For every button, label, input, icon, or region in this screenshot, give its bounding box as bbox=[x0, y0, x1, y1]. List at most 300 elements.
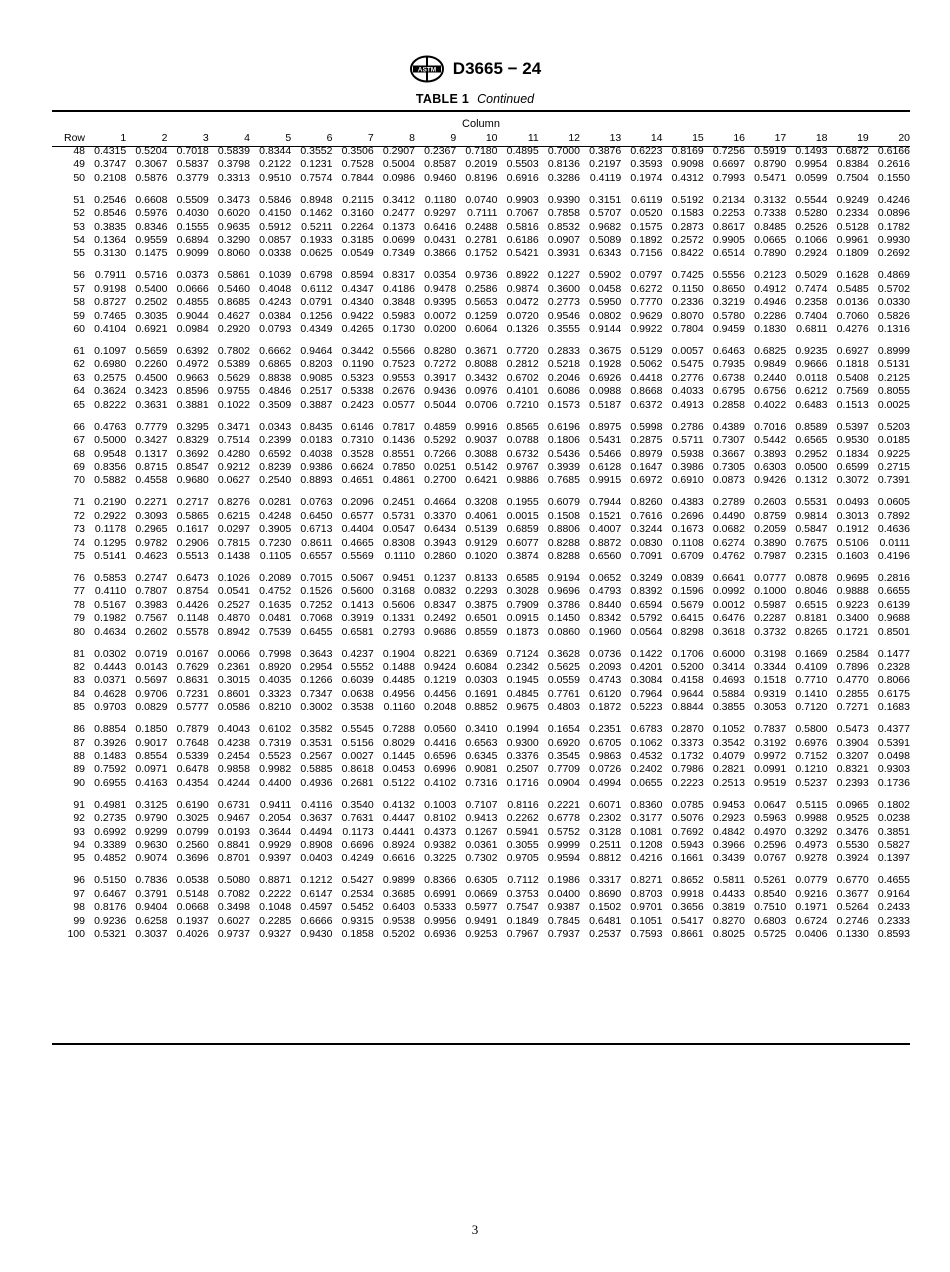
table-cell: 0.1445 bbox=[382, 750, 415, 762]
table-cell: 0.7850 bbox=[382, 460, 415, 473]
table-cell: 0.9411 bbox=[259, 798, 292, 811]
table-cell: 0.6039 bbox=[341, 674, 374, 687]
table-cell: 0.5223 bbox=[630, 701, 663, 714]
table-cell: 0.3427 bbox=[135, 434, 168, 447]
table-cell: 0.3531 bbox=[300, 736, 333, 749]
table-cell: 0.4762 bbox=[712, 549, 745, 562]
row-number: 51 bbox=[73, 193, 85, 206]
table-cell: 0.4627 bbox=[217, 309, 250, 322]
table-cell: 0.0586 bbox=[217, 701, 250, 714]
table-cell: 0.2681 bbox=[341, 776, 374, 789]
table-cell: 0.0025 bbox=[877, 398, 910, 411]
table-cell: 0.5653 bbox=[465, 296, 498, 309]
table-cell: 0.2954 bbox=[300, 660, 333, 673]
table-cell: 0.1849 bbox=[506, 914, 539, 927]
table-cell: 0.0647 bbox=[754, 798, 787, 811]
table-cell: 0.1573 bbox=[547, 398, 580, 411]
table-cell: 0.8239 bbox=[259, 460, 292, 473]
table-cell: 0.3370 bbox=[424, 509, 457, 522]
table-cell: 0.5606 bbox=[382, 598, 415, 611]
table-row bbox=[52, 372, 910, 385]
table-cell: 0.1818 bbox=[836, 358, 869, 371]
table-cell: 0.1982 bbox=[94, 612, 127, 625]
table-cell: 0.3890 bbox=[754, 536, 787, 549]
table-cell: 0.9915 bbox=[589, 474, 622, 487]
table-cell: 0.3509 bbox=[259, 398, 292, 411]
table-label: TABLE 1 bbox=[415, 92, 470, 106]
table-cell: 0.3656 bbox=[671, 901, 704, 914]
table-row bbox=[52, 839, 910, 852]
table-cell: 0.0238 bbox=[877, 812, 910, 825]
table-cell: 0.1438 bbox=[217, 549, 250, 562]
table-cell: 0.3035 bbox=[135, 309, 168, 322]
table-cell: 0.5431 bbox=[589, 434, 622, 447]
table-cell: 0.6272 bbox=[630, 282, 663, 295]
column-header: 2 bbox=[161, 132, 168, 144]
table-cell: 0.9916 bbox=[465, 420, 498, 433]
row-number: 97 bbox=[73, 887, 85, 900]
table-cell: 0.2108 bbox=[94, 171, 127, 184]
table-cell: 0.5865 bbox=[176, 509, 209, 522]
table-cell: 0.9666 bbox=[795, 358, 828, 371]
table-cell: 0.9663 bbox=[176, 371, 209, 384]
table-cell: 0.8690 bbox=[589, 887, 622, 900]
table-cell: 0.2746 bbox=[836, 914, 869, 927]
table-cell: 0.9905 bbox=[712, 234, 745, 247]
row-number: 100 bbox=[67, 928, 85, 941]
table-cell: 0.0560 bbox=[424, 723, 457, 736]
table-cell: 0.1493 bbox=[795, 145, 828, 157]
table-cell: 0.3671 bbox=[465, 345, 498, 358]
table-cell: 0.5427 bbox=[341, 874, 374, 887]
table-cell: 0.5523 bbox=[259, 750, 292, 762]
table-cell: 0.4022 bbox=[754, 398, 787, 411]
table-cell: 0.5941 bbox=[506, 825, 539, 838]
table-cell: 0.1661 bbox=[671, 852, 704, 865]
table-cell: 0.3028 bbox=[506, 585, 539, 598]
table-cell: 0.0564 bbox=[630, 625, 663, 638]
row-number: 55 bbox=[73, 247, 85, 260]
table-cell: 0.5471 bbox=[754, 171, 787, 184]
table-cell: 0.6416 bbox=[424, 220, 457, 233]
table-cell: 0.5882 bbox=[94, 474, 127, 487]
table-cell: 0.8701 bbox=[217, 852, 250, 865]
column-header: 8 bbox=[409, 132, 415, 144]
table-cell: 0.9686 bbox=[424, 625, 457, 638]
table-cell: 0.7685 bbox=[547, 474, 580, 487]
table-cell: 0.6434 bbox=[424, 523, 457, 536]
table-cell: 0.2567 bbox=[300, 750, 333, 762]
table-cell: 0.0481 bbox=[259, 612, 292, 625]
table-cell: 0.1066 bbox=[795, 234, 828, 247]
table-cell: 0.7316 bbox=[465, 776, 498, 789]
row-number: 69 bbox=[73, 460, 85, 473]
table-cell: 0.1000 bbox=[754, 585, 787, 598]
table-cell: 0.1971 bbox=[795, 901, 828, 914]
table-cell: 0.7307 bbox=[712, 434, 745, 447]
table-cell: 0.3168 bbox=[382, 585, 415, 598]
table-cell: 0.9390 bbox=[547, 193, 580, 206]
table-cell: 0.9453 bbox=[712, 798, 745, 811]
table-cell: 0.7909 bbox=[506, 598, 539, 611]
table-cell: 0.4109 bbox=[795, 660, 828, 673]
table-cell: 0.8999 bbox=[877, 345, 910, 358]
table-cell: 0.4447 bbox=[382, 812, 415, 825]
table-cell: 0.2793 bbox=[382, 625, 415, 638]
table-cell: 0.0986 bbox=[382, 171, 415, 184]
table-row bbox=[52, 599, 910, 612]
table-cell: 0.0547 bbox=[382, 523, 415, 536]
table-cell: 0.5089 bbox=[589, 234, 622, 247]
table-cell: 0.7528 bbox=[341, 158, 374, 171]
table-cell: 0.5912 bbox=[259, 220, 292, 233]
table-cell: 0.2747 bbox=[135, 571, 168, 584]
table-cell: 0.1736 bbox=[877, 776, 910, 789]
table-cell: 0.1596 bbox=[671, 585, 704, 598]
table-cell: 0.7180 bbox=[465, 145, 498, 157]
table-cell: 0.9688 bbox=[877, 612, 910, 625]
table-cell: 0.0027 bbox=[341, 750, 374, 762]
table-cell: 0.8652 bbox=[671, 874, 704, 887]
table-cell: 0.3317 bbox=[589, 874, 622, 887]
table-cell: 0.0878 bbox=[795, 571, 828, 584]
table-row bbox=[52, 901, 910, 914]
table-cell: 0.1945 bbox=[506, 674, 539, 687]
table-cell: 0.5292 bbox=[424, 434, 457, 447]
table-cell: 0.2560 bbox=[176, 839, 209, 852]
table-cell: 0.1706 bbox=[671, 647, 704, 660]
column-header: 20 bbox=[898, 132, 910, 144]
table-cell: 0.5067 bbox=[341, 571, 374, 584]
table-cell: 0.0829 bbox=[135, 701, 168, 714]
table-cell: 0.6996 bbox=[424, 763, 457, 776]
table-cell: 0.9249 bbox=[836, 193, 869, 206]
table-cell: 0.9424 bbox=[424, 660, 457, 673]
table-cell: 0.8547 bbox=[176, 460, 209, 473]
table-cell: 0.8136 bbox=[547, 158, 580, 171]
table-cell: 0.3292 bbox=[795, 825, 828, 838]
table-cell: 0.8116 bbox=[507, 798, 539, 811]
table-cell: 0.9929 bbox=[259, 839, 292, 852]
table-cell: 0.8596 bbox=[176, 385, 209, 398]
table-cell: 0.0354 bbox=[424, 269, 457, 282]
table-cell: 0.3835 bbox=[94, 220, 127, 233]
table-cell: 0.4416 bbox=[424, 736, 457, 749]
table-cell: 0.6585 bbox=[506, 571, 539, 584]
table-cell: 0.4249 bbox=[341, 852, 374, 865]
table-cell: 0.3917 bbox=[424, 371, 457, 384]
table-cell: 0.7692 bbox=[671, 825, 704, 838]
table-cell: 0.5902 bbox=[589, 269, 622, 282]
table-cell: 0.3747 bbox=[94, 158, 127, 171]
table-cell: 0.9404 bbox=[135, 901, 168, 914]
table-cell: 0.6927 bbox=[836, 345, 869, 358]
table-cell: 0.8196 bbox=[465, 171, 498, 184]
table-cell: 0.6709 bbox=[671, 549, 704, 562]
table-cell: 0.2584 bbox=[836, 647, 869, 660]
table-cell: 0.0559 bbox=[547, 674, 580, 687]
table-cell: 0.6000 bbox=[712, 647, 745, 660]
table-cell: 0.6616 bbox=[382, 852, 415, 865]
table-cell: 0.5203 bbox=[877, 420, 910, 433]
table-cell: 0.0371 bbox=[94, 674, 127, 687]
table-cell: 0.2123 bbox=[754, 269, 787, 282]
table-cell: 0.1628 bbox=[836, 269, 869, 282]
table-cell: 0.5106 bbox=[836, 536, 869, 549]
table-cell: 0.3244 bbox=[630, 523, 663, 536]
table-cell: 0.9630 bbox=[135, 839, 168, 852]
table-cell: 0.6599 bbox=[836, 460, 869, 473]
table-cell: 0.3791 bbox=[135, 887, 168, 900]
table-cell: 0.0719 bbox=[135, 647, 168, 660]
table-cell: 0.7890 bbox=[754, 247, 787, 260]
table-cell: 0.3905 bbox=[259, 523, 292, 536]
table-cell: 0.5884 bbox=[712, 687, 745, 700]
column-header: 11 bbox=[527, 132, 539, 144]
table-cell: 0.2692 bbox=[877, 247, 910, 260]
table-cell: 0.9530 bbox=[836, 434, 869, 447]
table-cell: 0.0361 bbox=[465, 839, 498, 852]
table-cell: 0.3002 bbox=[300, 701, 333, 714]
table-cell: 0.2906 bbox=[176, 536, 209, 549]
table-cell: 0.6139 bbox=[877, 598, 910, 611]
table-cell: 0.5513 bbox=[176, 549, 209, 562]
table-cell: 0.5485 bbox=[836, 282, 869, 295]
table-cell: 0.6825 bbox=[754, 345, 787, 358]
table-cell: 0.4340 bbox=[341, 296, 374, 309]
table-cell: 0.1673 bbox=[671, 523, 704, 536]
table-cell: 0.9525 bbox=[836, 812, 869, 825]
table-cell: 0.6662 bbox=[259, 345, 292, 358]
row-number: 54 bbox=[73, 234, 85, 247]
table-cell: 0.5204 bbox=[135, 145, 168, 157]
table-cell: 0.8317 bbox=[382, 269, 415, 282]
table-cell: 0.6450 bbox=[300, 509, 333, 522]
table-cell: 0.8260 bbox=[630, 496, 663, 509]
table-cell: 0.2517 bbox=[300, 385, 333, 398]
table-cell: 0.3128 bbox=[589, 825, 622, 838]
table-body bbox=[52, 145, 910, 941]
table-cell: 0.0652 bbox=[589, 571, 622, 584]
table-cell: 0.0655 bbox=[630, 776, 663, 789]
table-cell: 0.6641 bbox=[712, 571, 745, 584]
table-cell: 0.4972 bbox=[176, 358, 209, 371]
column-header: 7 bbox=[367, 132, 374, 144]
table-cell: 0.0143 bbox=[135, 660, 168, 673]
table-cell: 0.6865 bbox=[259, 358, 292, 371]
table-cell: 0.6421 bbox=[465, 474, 498, 487]
column-header: 6 bbox=[326, 132, 333, 144]
table-row bbox=[52, 448, 910, 461]
table-cell: 0.4383 bbox=[671, 496, 704, 509]
table-cell: 0.7068 bbox=[300, 612, 333, 625]
table-cell: 0.0338 bbox=[259, 247, 292, 260]
table-cell: 0.5556 bbox=[712, 269, 745, 282]
table-cell: 0.2526 bbox=[795, 220, 828, 233]
table-cell: 0.3732 bbox=[754, 625, 787, 638]
table-cell: 0.1410 bbox=[795, 687, 828, 700]
table-cell: 0.5338 bbox=[341, 385, 374, 398]
table-cell: 0.6624 bbox=[341, 460, 374, 473]
table-cell: 0.7935 bbox=[712, 358, 745, 371]
table-cell: 0.4035 bbox=[259, 674, 292, 687]
table-cell: 0.6515 bbox=[795, 598, 828, 611]
table-cell: 0.9538 bbox=[382, 914, 415, 927]
table-cell: 0.1802 bbox=[877, 798, 910, 811]
table-cell: 0.2696 bbox=[671, 509, 704, 522]
table-cell: 0.6991 bbox=[424, 887, 457, 900]
table-cell: 0.2190 bbox=[94, 496, 127, 509]
table-cell: 0.6872 bbox=[836, 145, 869, 157]
table-cell: 0.2575 bbox=[94, 371, 127, 384]
table-cell: 0.5544 bbox=[795, 193, 828, 206]
table-cell: 0.9460 bbox=[424, 171, 457, 184]
table-cell: 0.3904 bbox=[836, 736, 869, 749]
table-cell: 0.1039 bbox=[259, 269, 292, 282]
table-cell: 0.8265 bbox=[795, 625, 828, 638]
row-number: 84 bbox=[73, 687, 85, 700]
table-cell: 0.2089 bbox=[259, 571, 292, 584]
table-cell: 0.1259 bbox=[465, 309, 498, 322]
table-cell: 0.8920 bbox=[259, 660, 292, 673]
table-cell: 0.9099 bbox=[176, 247, 209, 260]
table-cell: 0.8611 bbox=[301, 536, 333, 549]
table-cell: 0.5659 bbox=[135, 345, 168, 358]
table-cell: 0.1331 bbox=[382, 612, 415, 625]
table-cell: 0.5600 bbox=[341, 585, 374, 598]
table-row bbox=[52, 648, 910, 661]
table-cell: 0.3637 bbox=[300, 812, 333, 825]
table-cell: 0.7547 bbox=[506, 901, 539, 914]
table-cell: 0.7845 bbox=[547, 914, 580, 927]
table-cell: 0.2423 bbox=[341, 398, 374, 411]
table-row bbox=[52, 296, 910, 309]
table-cell: 0.8685 bbox=[217, 296, 250, 309]
row-number: 58 bbox=[73, 296, 85, 309]
table-cell: 0.0012 bbox=[712, 598, 745, 611]
table-cell: 0.8356 bbox=[94, 460, 127, 473]
table-cell: 0.4956 bbox=[382, 687, 415, 700]
table-cell: 0.0549 bbox=[341, 247, 374, 260]
table-cell: 0.5436 bbox=[547, 447, 580, 460]
table-cell: 0.4845 bbox=[506, 687, 539, 700]
row-number: 65 bbox=[73, 398, 85, 411]
row-number: 57 bbox=[73, 282, 85, 295]
table-cell: 0.2786 bbox=[671, 420, 704, 433]
table-cell: 0.2873 bbox=[671, 220, 704, 233]
table-cell: 0.0763 bbox=[300, 496, 333, 509]
table-cell: 0.1508 bbox=[547, 509, 580, 522]
table-cell: 0.7569 bbox=[836, 385, 869, 398]
group-spacer bbox=[52, 790, 910, 799]
table-cell: 0.7911 bbox=[94, 269, 127, 282]
table-cell: 0.9972 bbox=[754, 750, 787, 762]
table-cell: 0.1960 bbox=[589, 625, 622, 638]
table-cell: 0.1994 bbox=[506, 723, 539, 736]
table-cell: 0.5752 bbox=[547, 825, 580, 838]
table-cell: 0.2676 bbox=[382, 385, 415, 398]
table-cell: 0.0458 bbox=[589, 282, 622, 295]
column-header: 5 bbox=[285, 132, 292, 144]
table-cell: 0.3423 bbox=[135, 385, 168, 398]
table-cell: 0.9849 bbox=[754, 358, 787, 371]
table-cell: 0.9999 bbox=[547, 839, 580, 852]
table-cell: 0.6756 bbox=[754, 385, 787, 398]
table-cell: 0.6798 bbox=[300, 269, 333, 282]
table-cell: 0.1397 bbox=[877, 852, 910, 865]
table-cell: 0.6196 bbox=[547, 420, 580, 433]
table-cell: 0.2922 bbox=[94, 509, 127, 522]
table-cell: 0.6084 bbox=[465, 660, 498, 673]
table-cell: 0.6102 bbox=[259, 723, 292, 736]
column-super-header: Column bbox=[462, 118, 500, 130]
table-cell: 0.8210 bbox=[259, 701, 292, 714]
table-cell: 0.8501 bbox=[877, 625, 910, 638]
table-cell: 0.6403 bbox=[382, 901, 415, 914]
table-cell: 0.0726 bbox=[589, 763, 622, 776]
table-cell: 0.1312 bbox=[795, 474, 828, 487]
table-cell: 0.5847 bbox=[795, 523, 828, 536]
table-cell: 0.3887 bbox=[300, 398, 333, 411]
table-cell: 0.9510 bbox=[259, 171, 292, 184]
table-cell: 0.1873 bbox=[506, 625, 539, 638]
table-cell: 0.4846 bbox=[259, 385, 292, 398]
table-cell: 0.8280 bbox=[424, 345, 457, 358]
table-row bbox=[52, 345, 910, 358]
table-cell: 0.9858 bbox=[217, 763, 250, 776]
table-cell: 0.1210 bbox=[795, 763, 828, 776]
table-cell: 0.3498 bbox=[217, 901, 250, 914]
table-cell: 0.5566 bbox=[382, 345, 415, 358]
table-cell: 0.7082 bbox=[217, 887, 250, 900]
table-cell: 0.5777 bbox=[176, 701, 209, 714]
table-cell: 0.0699 bbox=[382, 234, 415, 247]
table-cell: 0.2735 bbox=[94, 812, 127, 825]
table-cell: 0.8924 bbox=[382, 839, 415, 852]
table-cell: 0.1212 bbox=[300, 874, 333, 887]
table-cell: 0.0779 bbox=[795, 874, 828, 887]
table-cell: 0.4400 bbox=[259, 776, 292, 789]
row-number: 75 bbox=[73, 549, 85, 562]
table-cell: 0.5321 bbox=[94, 928, 127, 941]
table-cell: 0.4132 bbox=[382, 798, 415, 811]
table-cell: 0.3874 bbox=[506, 549, 539, 562]
table-cell: 0.4500 bbox=[135, 371, 168, 384]
table-cell: 0.1436 bbox=[382, 434, 415, 447]
table-cell: 0.7592 bbox=[94, 763, 127, 776]
table-cell: 0.9164 bbox=[877, 887, 910, 900]
table-cell: 0.1003 bbox=[424, 798, 457, 811]
table-cell: 0.5004 bbox=[382, 158, 415, 171]
table-cell: 0.5000 bbox=[94, 434, 127, 447]
table-cell: 0.6811 bbox=[796, 323, 828, 336]
table-cell: 0.7770 bbox=[630, 296, 663, 309]
table-cell: 0.0406 bbox=[795, 928, 828, 941]
table-cell: 0.4970 bbox=[754, 825, 787, 838]
table-cell: 0.1488 bbox=[382, 660, 415, 673]
table-cell: 0.6696 bbox=[341, 839, 374, 852]
table-row bbox=[52, 269, 910, 282]
table-cell: 0.4634 bbox=[94, 625, 127, 638]
table-cell: 0.2603 bbox=[754, 496, 787, 509]
table-cell: 0.4110 bbox=[94, 585, 127, 598]
table-cell: 0.3055 bbox=[506, 839, 539, 852]
table-cell: 0.3025 bbox=[176, 812, 209, 825]
table-cell: 0.7230 bbox=[259, 536, 292, 549]
table-cell: 0.0200 bbox=[424, 323, 457, 336]
table-cell: 0.6910 bbox=[671, 474, 704, 487]
table-cell: 0.1809 bbox=[836, 247, 869, 260]
